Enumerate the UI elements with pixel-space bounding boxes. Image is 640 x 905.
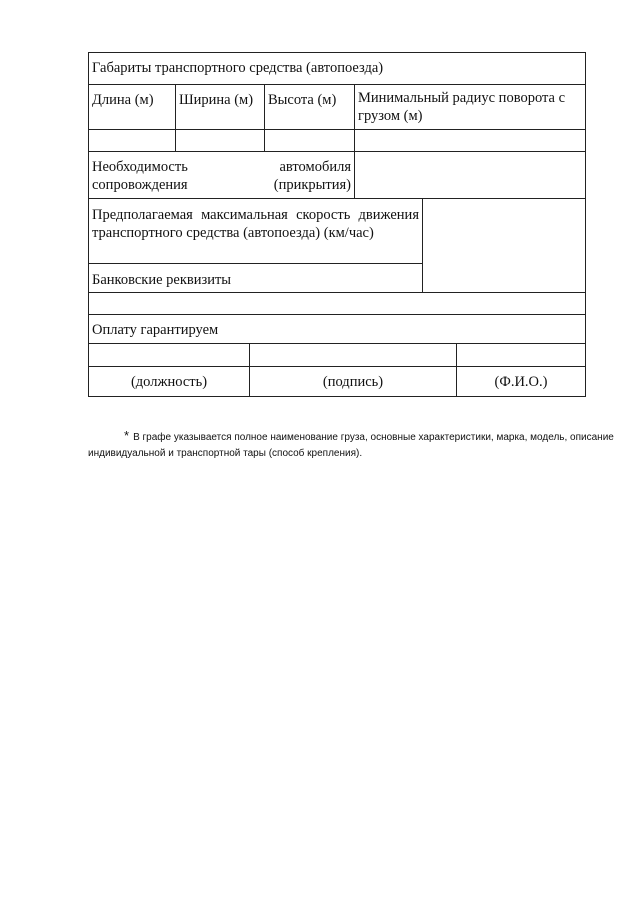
footnote-marker: * [124, 428, 130, 443]
min-turn-radius-label: Минимальный радиус поворота с грузом (м) [358, 90, 566, 124]
length-label: Длина (м) [92, 92, 154, 108]
max-speed-value-cell[interactable] [423, 199, 585, 292]
dimensions-header: Габариты транспортного средства (автопоезда) [92, 60, 384, 76]
width-label: Ширина (м) [179, 92, 254, 108]
escort-vehicle-label: Необходимость автомобиля сопровождения (прикрытия) [92, 159, 351, 193]
footnote [88, 428, 618, 462]
full-name-value-cell[interactable] [457, 344, 585, 366]
payment-guarantee-label: Оплату гарантируем [92, 322, 219, 338]
min-turn-radius-value-cell[interactable] [355, 130, 585, 151]
width-value-cell[interactable] [176, 130, 264, 151]
signature-value-cell[interactable] [250, 344, 456, 366]
height-label: Высота (м) [268, 92, 337, 108]
row-divider [88, 314, 586, 315]
footnote-text: В графе указывается полное наименование груза, основные характеристики, марка, модель, описание индивидуальной и транспортной тары (способ крепления). [88, 432, 614, 459]
escort-vehicle-value-cell[interactable] [355, 152, 585, 198]
signature-caption: (подпись) [322, 374, 384, 390]
bank-details-value-cell[interactable] [89, 293, 585, 314]
row-divider [88, 366, 586, 367]
position-value-cell[interactable] [89, 344, 249, 366]
full-name-caption: (Ф.И.О.) [494, 374, 548, 390]
table-border-top [88, 52, 586, 53]
table-border-right [585, 52, 586, 397]
height-value-cell[interactable] [265, 130, 354, 151]
table-border-bottom [88, 396, 586, 397]
row-divider [88, 263, 422, 264]
max-speed-label: Предполагаемая максимальная скорость движения транспортного средства (автопоезда) (км/час) [92, 207, 419, 241]
row-divider [88, 84, 586, 85]
length-value-cell[interactable] [89, 130, 175, 151]
bank-details-label: Банковские реквизиты [92, 272, 232, 288]
position-caption: (должность) [130, 374, 208, 390]
